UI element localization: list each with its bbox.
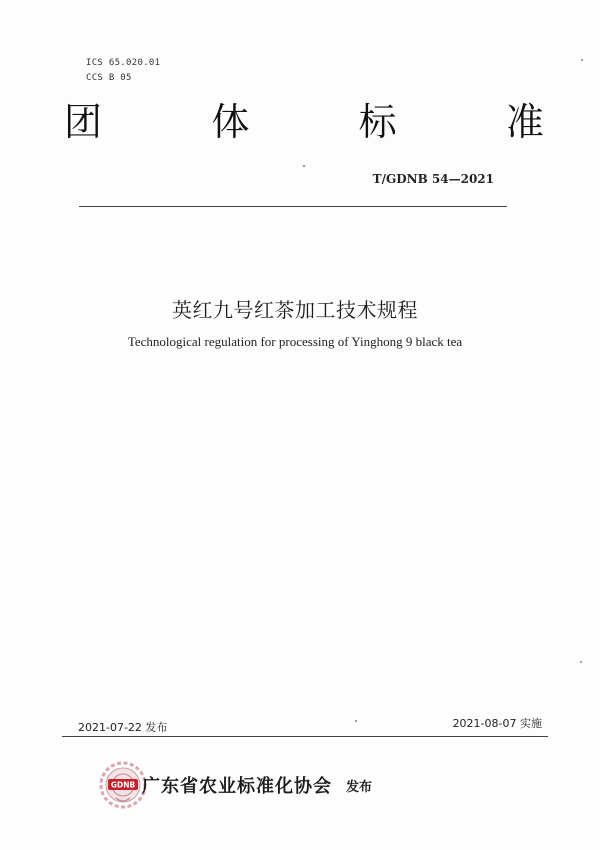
scan-speck <box>355 720 357 722</box>
chinese-title: 英红九号红茶加工技术规程 <box>172 298 418 322</box>
issue-date: 2021-07-22 发布 <box>78 721 168 734</box>
scan-speck <box>303 165 305 167</box>
standard-number: T/GDNB 54—2021 <box>372 172 494 186</box>
issuer-suffix: 发布 <box>346 779 373 795</box>
document-type-title <box>64 98 544 146</box>
top-divider <box>79 206 507 207</box>
scan-speck <box>581 59 583 61</box>
issuer-name: 广东省农业标准化协会 <box>142 776 332 797</box>
classification-codes <box>86 56 160 86</box>
implementation-date: 2021-08-07 实施 <box>452 717 542 730</box>
ics-code: ICS 65.020.01 <box>86 58 161 68</box>
issuer-block <box>96 758 372 812</box>
logo-text: GDNB <box>110 780 136 790</box>
scan-speck <box>580 661 582 663</box>
title-char-1: 团 <box>64 100 103 144</box>
english-title: Technological regulation for processing of Yinghong 9 black tea <box>127 334 463 349</box>
ccs-code: CCS B 05 <box>86 73 132 83</box>
title-char-3: 标 <box>358 100 397 144</box>
title-char-4: 准 <box>505 100 544 144</box>
title-char-2: 体 <box>211 100 250 144</box>
bottom-divider <box>62 736 548 737</box>
